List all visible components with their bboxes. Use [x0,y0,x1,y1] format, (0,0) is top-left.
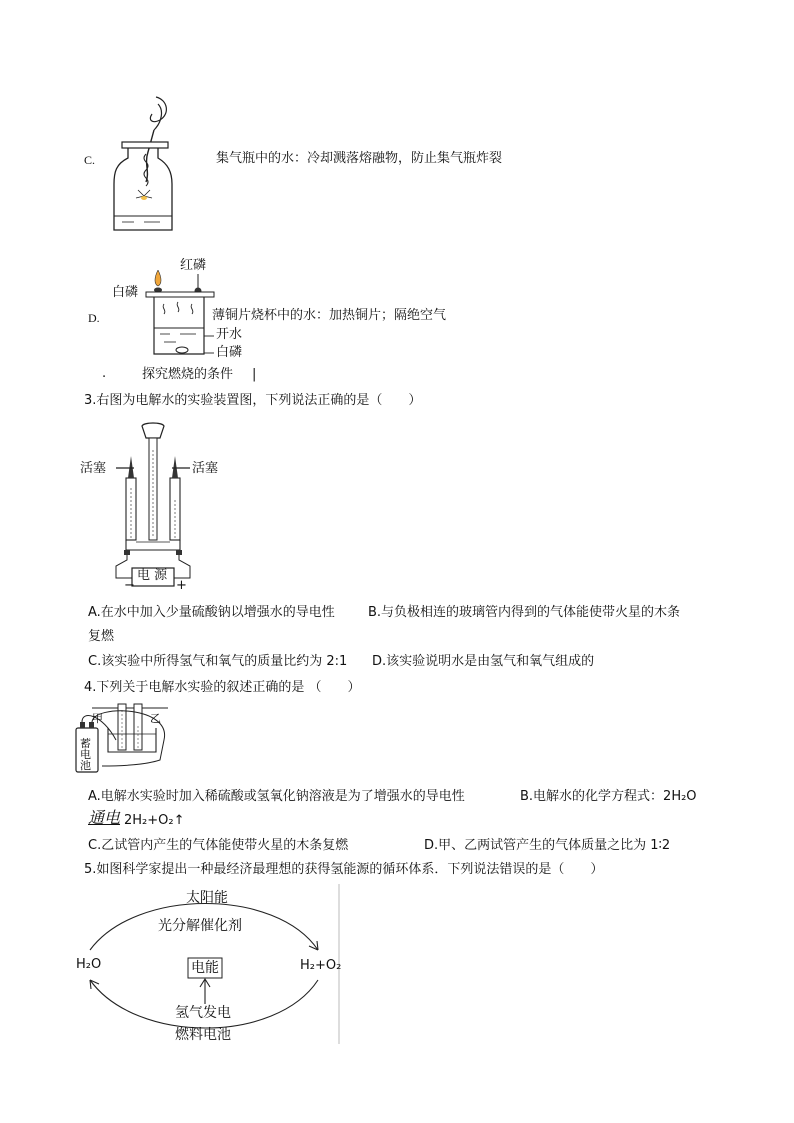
gas-bottle-iron-wire-figure [108,92,178,237]
minus-label: − [124,578,135,593]
diagram-hydrogen-power: 氢气发电 [175,1005,231,1021]
q3-stem: 3.右图为电解水的实验装置图，下列说法正确的是（ ） [84,393,422,408]
white-phosphorus-top-label: 白磷 [112,285,139,300]
option-c-text: 集气瓶中的水：冷却溅落熔融物，防止集气瓶炸裂 [216,151,503,166]
q3-option-a: A.在水中加入少量硫酸钠以增强水的导电性 [88,605,335,620]
q4-stem: 4.下列关于电解水实验的叙述正确的是 （ ） [84,680,361,695]
diagram-h2-o2: H₂+O₂ [300,958,342,973]
diagram-solar-energy: 太阳能 [186,890,228,906]
diagram-photocatalyst: 光分解催化剂 [158,918,242,934]
combustion-beaker-figure [140,270,220,365]
q4-option-d: D.甲、乙两试管产生的气体质量之比为 1∶2 [424,838,671,853]
q4-option-a: A.电解水实验时加入稀硫酸或氢氧化钠溶液是为了增强水的导电性 [88,789,465,804]
q3-option-b: B.与负极相连的玻璃管内得到的气体能使带火星的木条 [368,605,681,620]
diagram-fuel-cell: 燃料电池 [175,1027,231,1043]
red-phosphorus-label: 红磷 [180,258,207,273]
q3-option-d: D.该实验说明水是由氢气和氧气组成的 [372,654,595,669]
q4-option-c: C.乙试管内产生的气体能使带火星的木条复燃 [88,838,349,853]
q5-stem: 5.如图科学家提出一种最经济最理想的获得氢能源的循环体系．下列说法错误的是（ ） [84,862,604,877]
q3-option-b-cont: 复燃 [88,629,115,644]
valve-left-label: 活塞 [80,461,107,476]
caption-tail-mark: | [252,367,257,382]
figure-caption: 探究燃烧的条件 [142,367,234,382]
valve-right-label: 活塞 [192,461,219,476]
diagram-electric-energy: 电能 [191,960,219,976]
q3-option-c: C.该实验中所得氢气和氧气的质量比约为 2:1 [88,654,348,669]
white-phosphorus-bottom-label: 白磷 [216,345,243,360]
yi-label: 乙 [150,712,161,725]
battery-label: 蓄电池 [80,737,91,772]
boiling-water-label: 开水 [216,327,243,342]
q4-option-b-products: 2H₂+O₂↑ [124,813,185,828]
jia-label: 甲 [92,712,103,725]
diagram-water: H₂O [76,957,102,972]
q4-option-b: B.电解水的化学方程式：2H₂O [520,789,697,804]
plus-label: + [176,578,187,593]
caption-dot: . [102,366,107,381]
power-label: 电 源 [137,568,168,583]
option-c-letter: C. [84,153,96,167]
electrolysis-apparatus-figure [78,420,238,590]
q4-option-b-condition: 通电 [88,808,121,827]
option-d-letter: D. [88,311,100,325]
option-d-text: 薄铜片烧杯中的水：加热铜片；隔绝空气 [212,308,447,323]
